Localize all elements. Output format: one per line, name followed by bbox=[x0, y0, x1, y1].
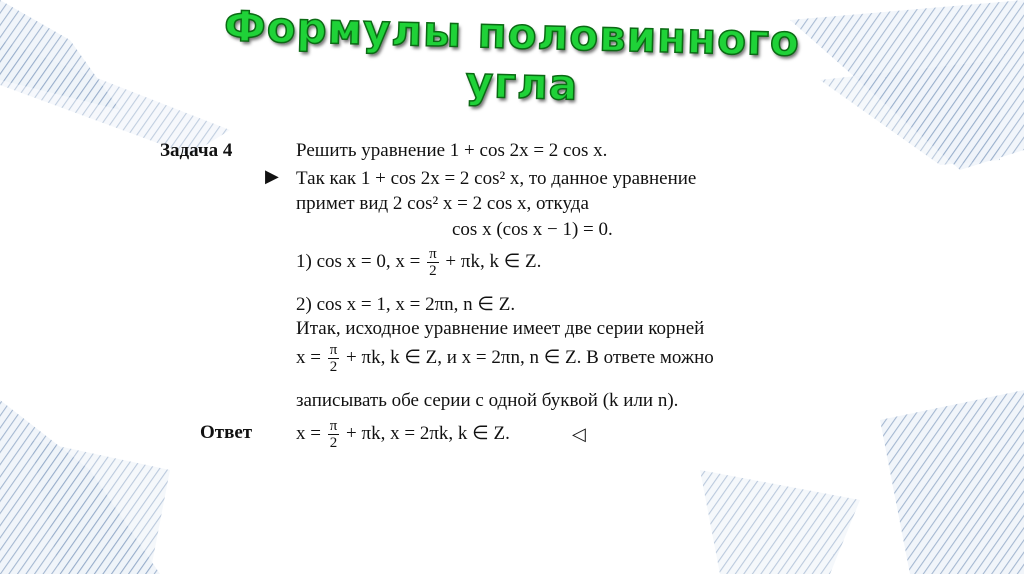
conclusion-suffix: + πk, k ∈ Z, и x = 2πn, n ∈ Z. В ответе можно bbox=[346, 346, 714, 368]
case-1-prefix: 1) cos x = 0, x = bbox=[296, 250, 421, 272]
case-1 bbox=[296, 246, 541, 279]
conclusion-denominator: 2 bbox=[329, 359, 338, 375]
case-1-fraction bbox=[427, 246, 439, 279]
conclusion-numerator: π bbox=[329, 342, 338, 358]
solution-line-2: примет вид 2 cos² x = 2 cos x, откуда bbox=[296, 193, 589, 214]
solution-line-3: cos x (cos x − 1) = 0. bbox=[452, 219, 613, 240]
answer-label: Ответ bbox=[200, 422, 253, 443]
answer-fraction bbox=[328, 418, 340, 451]
conclusion-fraction bbox=[328, 342, 340, 375]
solution-end-marker: ◁ bbox=[572, 424, 586, 444]
solution-line-1: Так как 1 + cos 2x = 2 cos² x, то данное уравнение bbox=[296, 168, 697, 189]
answer-numerator: π bbox=[329, 418, 338, 434]
task-statement: Решить уравнение 1 + cos 2x = 2 cos x. bbox=[296, 140, 608, 161]
conclusion-line-1: Итак, исходное уравнение имеет две серии корней bbox=[296, 318, 705, 339]
task-label: Задача 4 bbox=[160, 140, 233, 161]
case-1-suffix: + πk, k ∈ Z. bbox=[445, 250, 542, 272]
conclusion-line-3: записывать обе серии с одной буквой (k или n). bbox=[296, 390, 679, 411]
decor-triangle-bottom-right bbox=[700, 470, 860, 574]
answer bbox=[296, 418, 510, 451]
slide-title-line2: угла bbox=[465, 57, 579, 110]
case-1-numerator: π bbox=[429, 246, 437, 262]
slide-title-line1: Формулы половинного bbox=[223, 1, 801, 66]
solution-start-marker: ▶ bbox=[265, 166, 279, 186]
case-1-denominator: 2 bbox=[429, 263, 437, 279]
answer-prefix: x = bbox=[296, 422, 321, 444]
case-2: 2) cos x = 1, x = 2πn, n ∈ Z. bbox=[296, 294, 516, 315]
answer-denominator: 2 bbox=[329, 435, 338, 451]
conclusion-prefix: x = bbox=[296, 346, 321, 368]
conclusion-line-2 bbox=[296, 342, 714, 375]
answer-suffix: + πk, x = 2πk, k ∈ Z. bbox=[346, 422, 510, 444]
decor-triangle-bottom-right-2 bbox=[880, 390, 1024, 574]
